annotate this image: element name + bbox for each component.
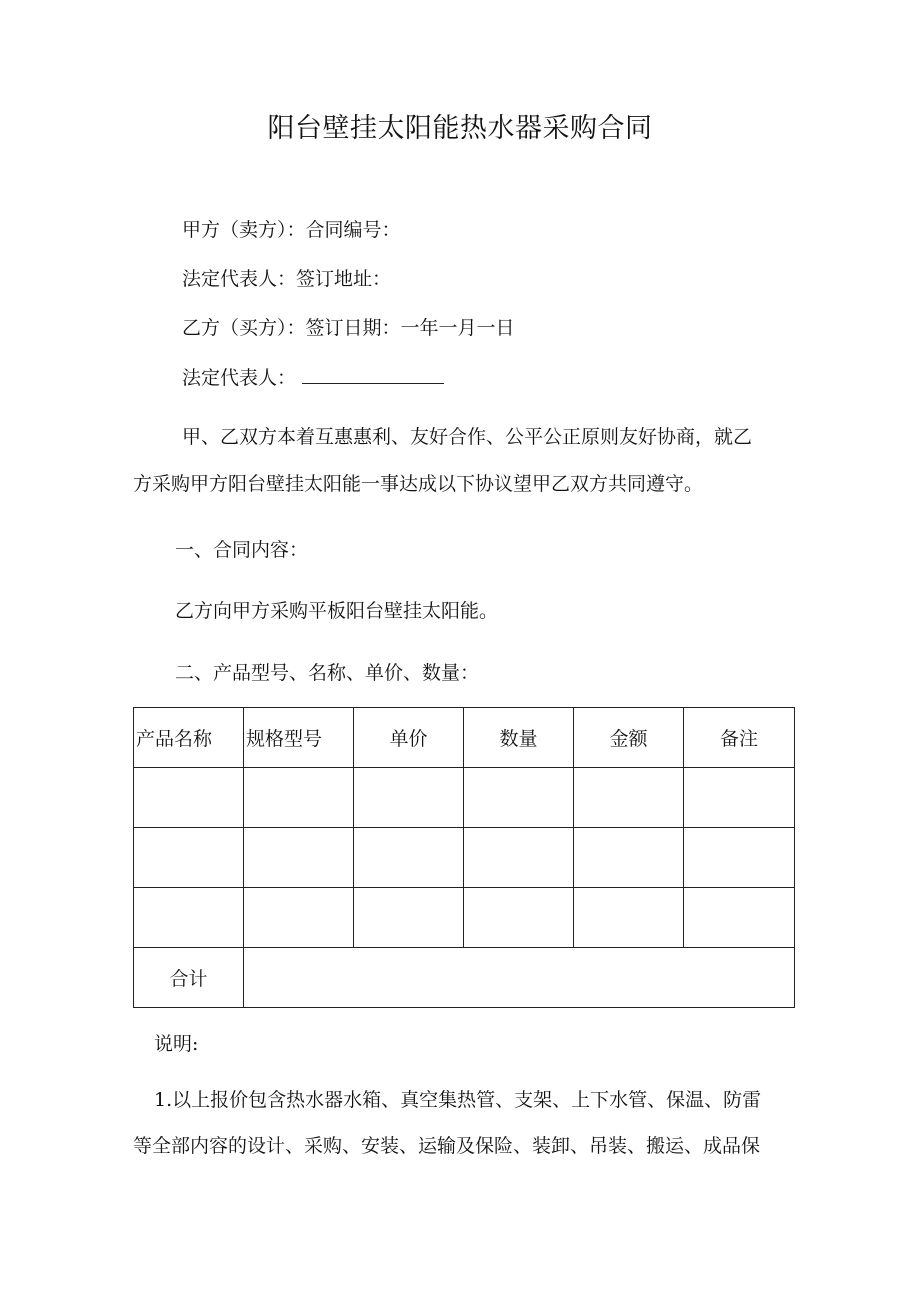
intro-line-1: 甲、乙双方本着互惠惠利、友好合作、公平公正原则友好协商，就乙	[182, 426, 753, 448]
table-cell	[244, 888, 354, 948]
header-product-name: 产品名称	[134, 708, 244, 768]
section-2-heading: 二、产品型号、名称、单价、数量：	[175, 662, 480, 684]
table-cell	[244, 828, 354, 888]
table-cell	[684, 768, 795, 828]
section-1-body: 乙方向甲方采购平板阳台壁挂太阳能。	[175, 600, 499, 622]
table-total-row	[134, 948, 795, 1008]
table-cell	[134, 888, 244, 948]
total-value-cell	[244, 948, 795, 1008]
note-1-line-1: 1.以上报价包含热水器水箱、真空集热管、支架、上下水管、保温、防雷	[154, 1089, 762, 1111]
table-cell	[464, 888, 574, 948]
header-quantity: 数量	[464, 708, 574, 768]
table-cell	[464, 828, 574, 888]
table-cell	[244, 768, 354, 828]
legal-rep-a-line: 法定代表人：签订地址：	[182, 268, 392, 290]
document-title: 阳台壁挂太阳能热水器采购合同	[267, 113, 653, 144]
table-cell	[134, 828, 244, 888]
table-cell	[574, 888, 684, 948]
header-spec-model: 规格型号	[244, 708, 354, 768]
note-1-line-2: 等全部内容的设计、采购、安装、运输及保险、装卸、吊装、搬运、成品保	[133, 1135, 761, 1157]
legal-rep-b-label: 法定代表人：	[182, 367, 297, 389]
product-table	[133, 707, 795, 1008]
table-header-row	[134, 708, 795, 768]
table-cell	[354, 888, 464, 948]
signature-blank	[302, 367, 444, 384]
table-row	[134, 888, 795, 948]
header-remarks: 备注	[684, 708, 795, 768]
party-a-line: 甲方（卖方）：合同编号：	[182, 219, 401, 241]
table-cell	[684, 828, 795, 888]
notes-heading: 说明:	[154, 1033, 199, 1055]
table-cell	[134, 768, 244, 828]
header-amount: 金额	[574, 708, 684, 768]
legal-rep-b-line	[182, 366, 444, 390]
table-cell	[574, 828, 684, 888]
party-b-line: 乙方（买方）：签订日期：一年一月一日	[182, 317, 515, 339]
table-row	[134, 828, 795, 888]
table-cell	[354, 768, 464, 828]
table-row	[134, 768, 795, 828]
table-cell	[464, 768, 574, 828]
table-cell	[574, 768, 684, 828]
table-cell	[684, 888, 795, 948]
intro-line-2: 方采购甲方阳台壁挂太阳能一事达成以下协议望甲乙双方共同遵守。	[133, 473, 704, 495]
table-cell	[354, 828, 464, 888]
header-unit-price: 单价	[354, 708, 464, 768]
section-1-heading: 一、合同内容：	[175, 539, 309, 561]
total-label: 合计	[134, 948, 244, 1008]
